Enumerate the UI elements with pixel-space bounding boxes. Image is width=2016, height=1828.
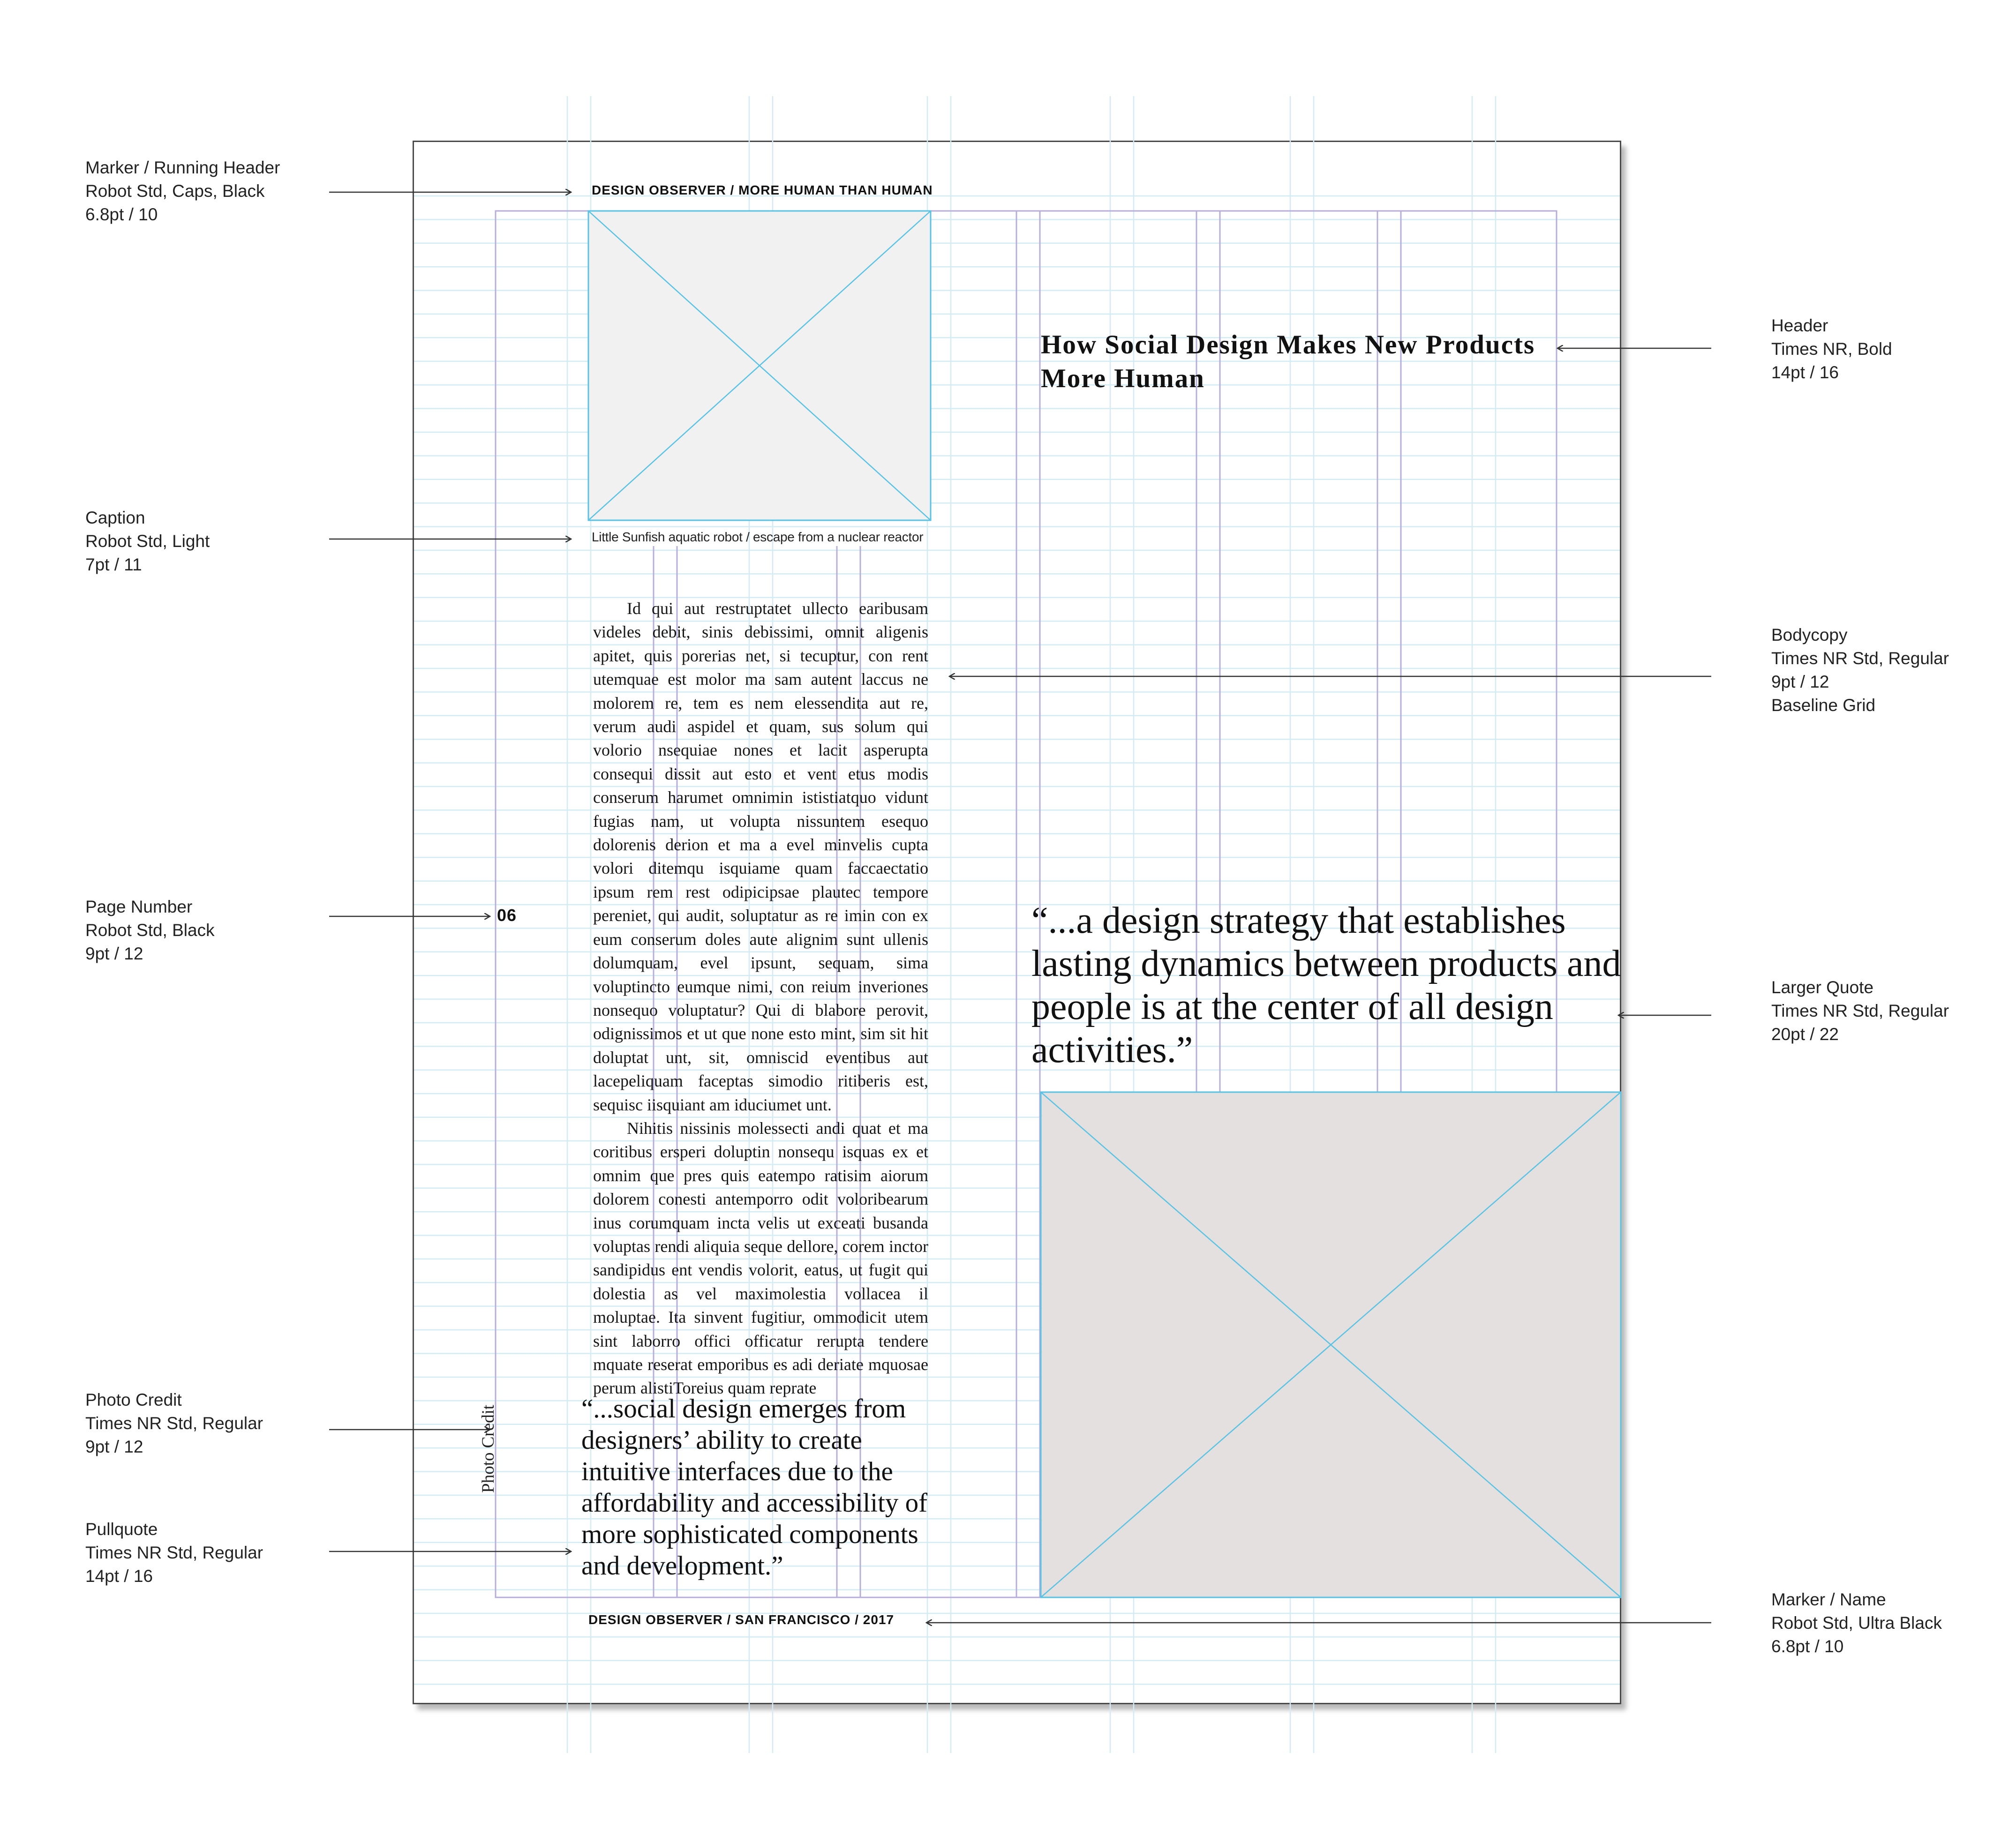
annotation-line: 6.8pt / 10 [85,205,158,224]
body-copy [593,597,928,1400]
annotation-line: Marker / Name [1771,1590,1886,1609]
pullquote: “...social design emerges from designers’ ability to create intuitive interfaces due to the affordability and accessibility of more sophisticated components and development.” [581,1394,928,1581]
annotation-line: Times NR Std, Regular [1771,649,1949,668]
body-paragraph: Id qui aut restruptatet ullecto earibusam videles debit, sinis debissimi, omnit aligenis apitet, quis porerias net, si tecuptur, con rent utemquae est molor ma sam autent laccus ne molorem re, tem es nem elessendita aut re, verum audi aspidel et quam, sus solum qui volorio nsequiae nones et lacit asperupta consequi dissit aut esto et vent etus modis conserum harumet omnimin ististiatquo vidunt fugias nam, ut volupta nissuntem esequo dolorenis derion et ma a evel minvelis cupta volori ditemqu isquiame quam faccaectatio ipsum rem rest odipicipsae plautec tempore pereniet, qui audit, soluptatur as re imin con ex eum conserum doles aute alignim sunt ullenis dolumquam, evel ipsunt, sequam, sima voluptincto eumque nimi, con reium inveriones nonsequo voluptatur? Qui di blabore perovit, odignissimos et ut que none esto mint, sim sit hit doluptat unt, sit, omniscid eventibus aut lacepeliquam faceptas simodio ritiberis est, sequisc iisquiant am iduciumet unt. [593,599,928,1114]
annotation-line: Photo Credit [85,1390,182,1409]
body-paragraph: Nihitis nissinis molessecti andi quat et ma coritibus ersperi doluptin nonsequ isquas ex et omnim que pres quis eatempo ratisim aiorum dolorem conesti antemporro odit voloribearum inus corumquam incta velis ut exceati busanda voluptas rendi aliquia seque dellore, corem inctor sandipidus ent vendis volorit, eatus, ut fugit qui dolestia as vel maximolestia vollacea il moluptae. Ita sinvent fugitiur, ommodicit utem sint laborro offici officatur rerupta tendere mquate reserat emporibus es adi deriate mquosae perum alistiToreius quam reprate [593,1118,928,1398]
annotation-line: Header [1771,316,1828,335]
larger-quote: “...a design strategy that establishes lasting dynamics between products and people is at the center of all design activities.” [1031,900,1621,1071]
footer-marker: DESIGN OBSERVER / SAN FRANCISCO / 2017 [588,1612,895,1627]
annotation-line: 9pt / 12 [85,1437,143,1456]
image-caption: Little Sunfish aquatic robot / escape from a nuclear reactor [592,530,924,544]
annotation-line: Marker / Running Header [85,158,280,177]
running-header: DESIGN OBSERVER / MORE HUMAN THAN HUMAN [592,183,933,197]
annotation-line: Robot Std, Ultra Black [1771,1613,1942,1633]
annotation-line: Bodycopy [1771,625,1848,644]
annotation-line: 9pt / 12 [85,944,143,963]
annotation-line: Caption [85,508,145,527]
annotation-line: 14pt / 16 [85,1566,153,1586]
article-title: How Social Design Makes New Products More Human [1041,330,1535,393]
image-placeholder-large [1041,1092,1621,1597]
annotation-line: Times NR, Bold [1771,339,1892,359]
annotation-line: Times NR Std, Regular [85,1543,263,1562]
annotation-line: Baseline Grid [1771,696,1876,715]
annotation-line: Robot Std, Light [85,532,210,551]
image-placeholder-top [588,211,931,520]
annotation-line: Robot Std, Caps, Black [85,181,265,201]
annotation-line: Page Number [85,897,193,916]
annotation-line: 7pt / 11 [85,555,142,574]
annotation-line: Times NR Std, Regular [85,1414,263,1433]
annotation-line: Pullquote [85,1520,158,1539]
photo-credit: Photo Credit [479,1404,498,1493]
annotation-line: Larger Quote [1771,978,1874,997]
annotation-line: 14pt / 16 [1771,363,1839,382]
annotation-line: 9pt / 12 [1771,672,1829,691]
annotation-line: 20pt / 22 [1771,1025,1839,1044]
annotation-line: Times NR Std, Regular [1771,1001,1949,1020]
page-number: 06 [497,906,517,925]
annotation-line: 6.8pt / 10 [1771,1637,1844,1656]
annotation-line: Robot Std, Black [85,921,215,940]
